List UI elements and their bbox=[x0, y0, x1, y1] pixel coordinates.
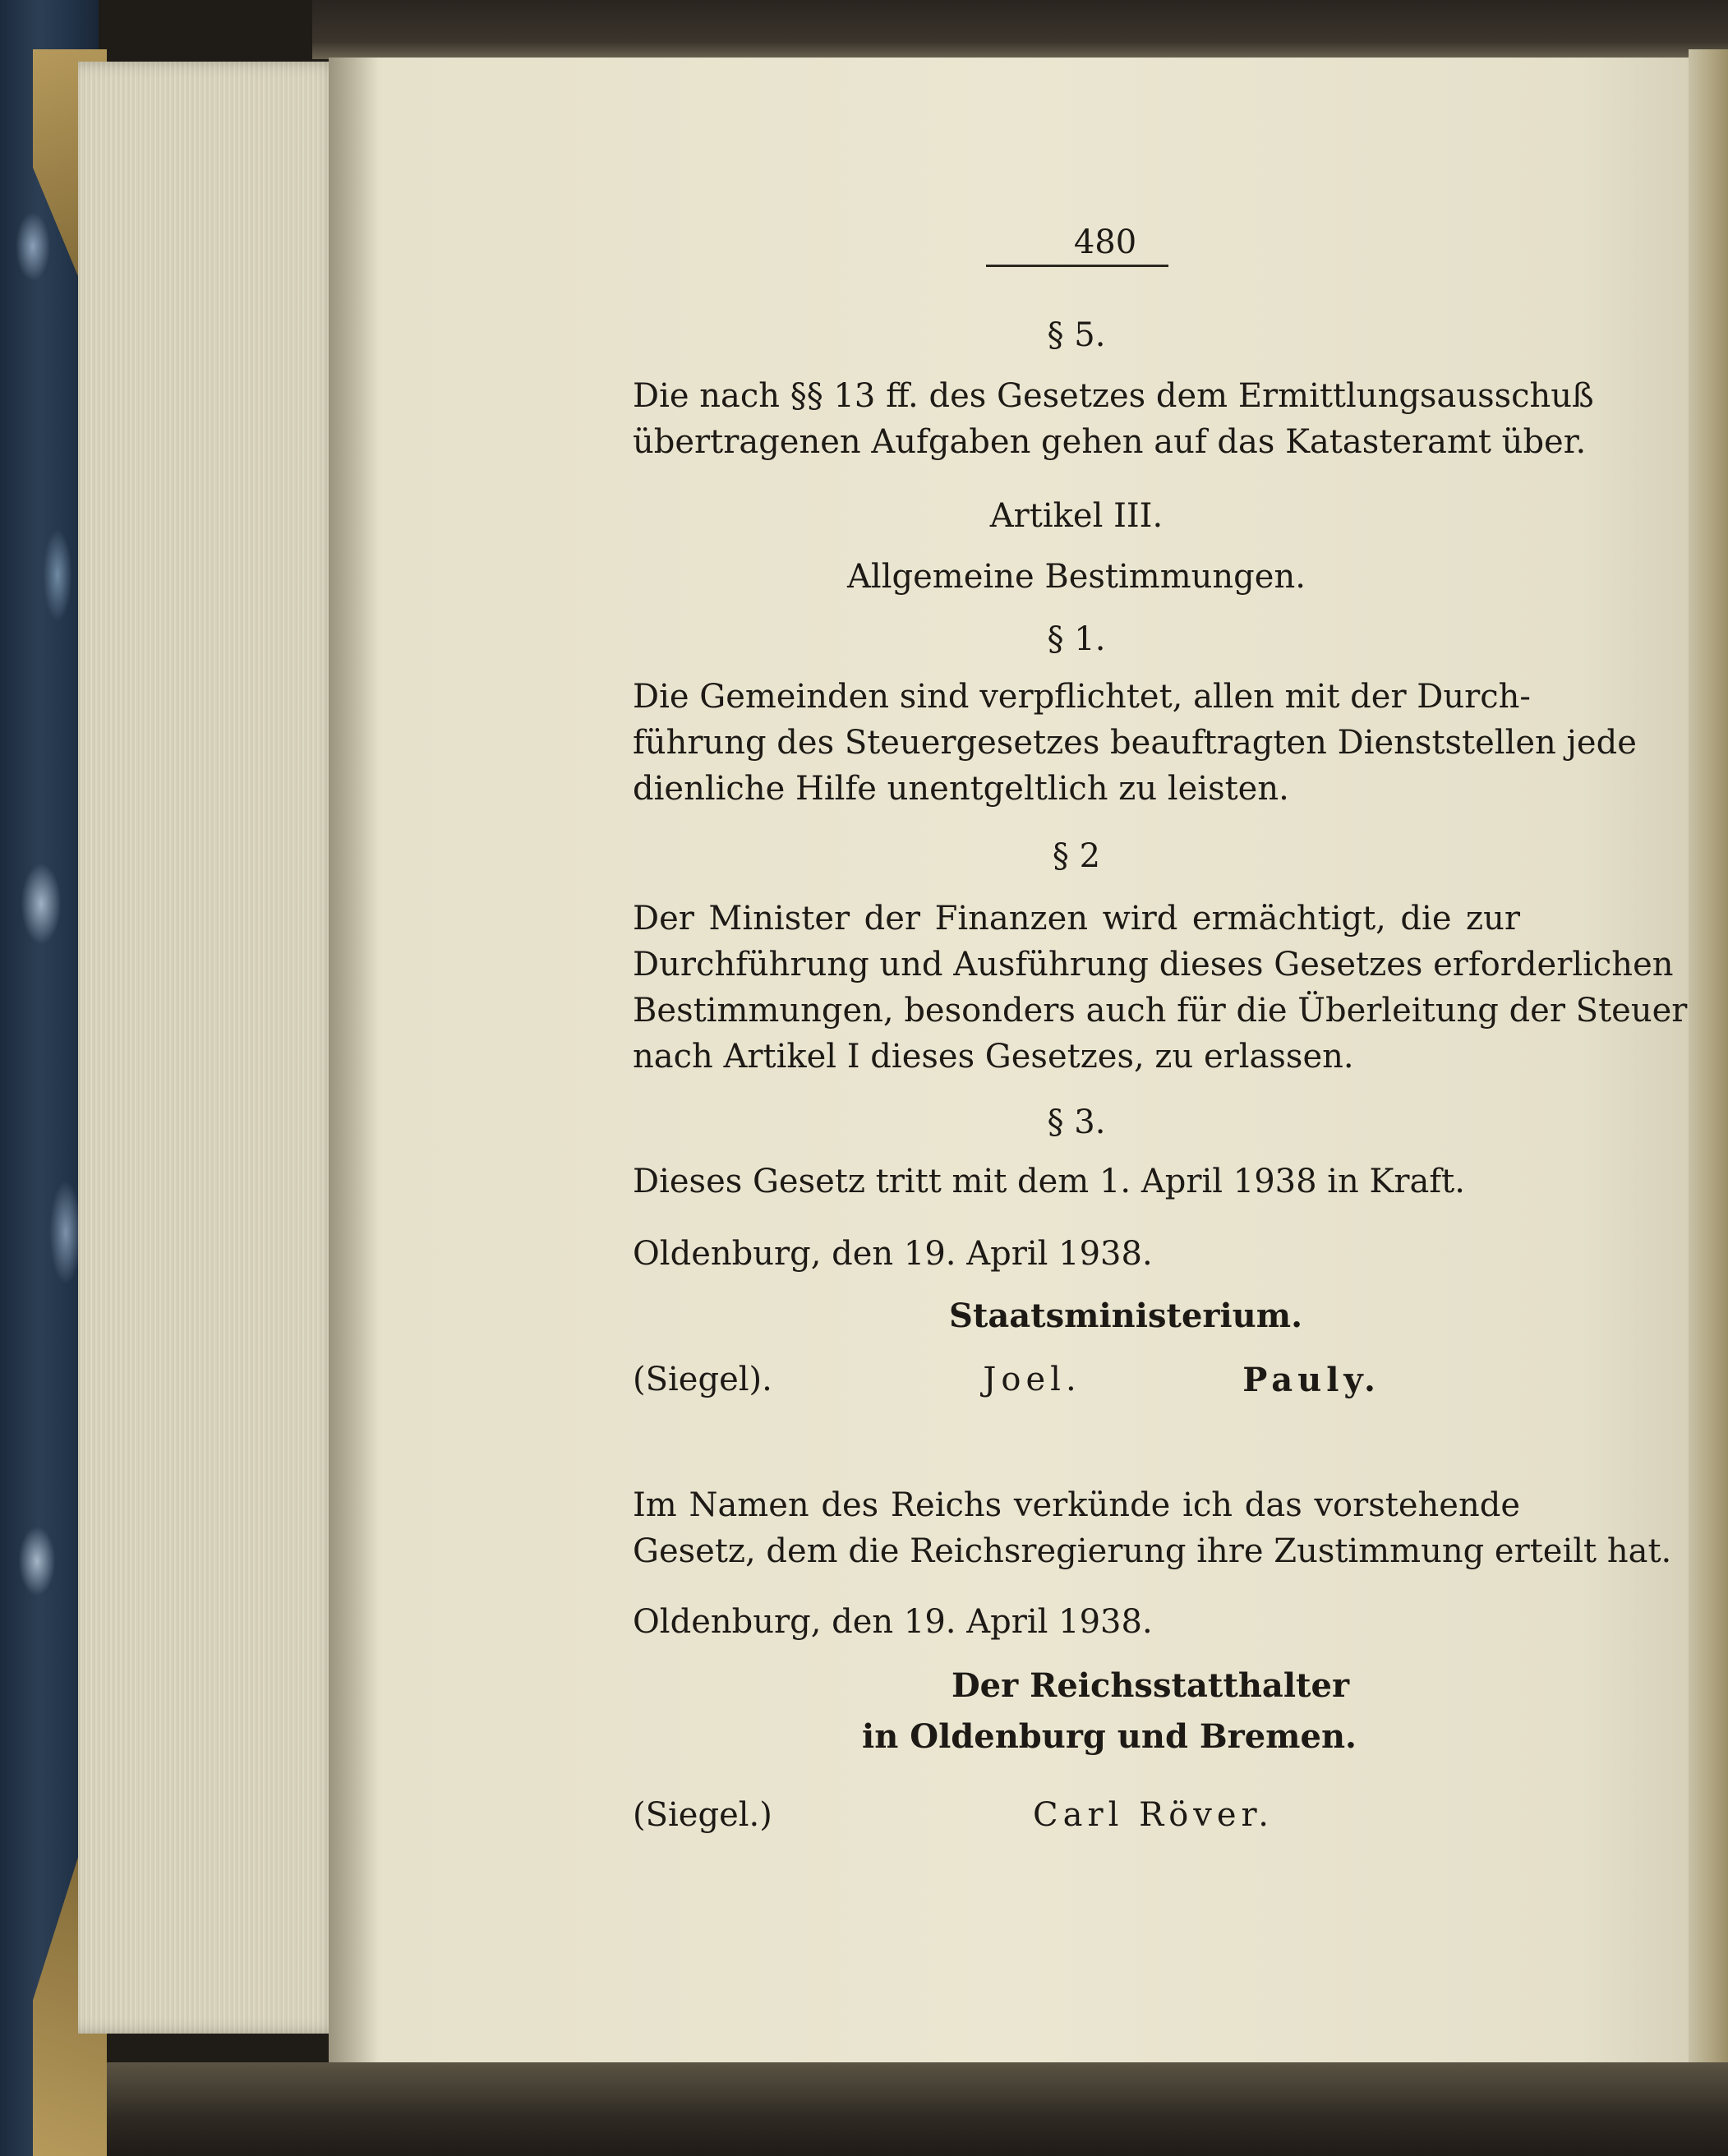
authority-2-line-2: in Oldenburg und Bremen. bbox=[862, 1717, 1357, 1756]
signature-row-1 bbox=[633, 1361, 1520, 1399]
section-1-line-3: dienliche Hilfe unentgeltlich zu leisten. bbox=[633, 770, 1289, 808]
book-top-edge bbox=[312, 0, 1728, 59]
section-5-line-1: Die nach §§ 13 ff. des Gesetzes dem Ermittlungsausschuß bbox=[633, 377, 1594, 415]
book-right-edge bbox=[1689, 49, 1728, 2156]
seal-1: (Siegel). bbox=[633, 1361, 772, 1398]
article-heading: Artikel III. bbox=[989, 497, 1164, 535]
section-2-line-2: Durchführung und Ausführung dieses Gesetzes erforderlichen bbox=[633, 946, 1674, 984]
section-1-line-2: führung des Steuergesetzes beauftragten Dienststellen jede bbox=[633, 724, 1637, 762]
authority-1: Staatsministerium. bbox=[948, 1297, 1303, 1335]
section-1-heading: § 1. bbox=[1047, 620, 1106, 658]
signer-pauly: Pauly. bbox=[1242, 1361, 1380, 1399]
section-2-line-3: Bestimmungen, besonders auch für die Überleitung der Steuer bbox=[633, 992, 1688, 1030]
page-stack-edge bbox=[78, 62, 341, 2034]
section-5-line-2: übertragenen Aufgaben gehen auf das Katasteramt über. bbox=[633, 423, 1587, 461]
article-subheading: Allgemeine Bestimmungen. bbox=[847, 558, 1306, 596]
page-number-rule bbox=[986, 265, 1168, 267]
section-3-line-1: Dieses Gesetz tritt mit dem 1. April 1938 in Kraft. bbox=[633, 1163, 1465, 1200]
section-2-line-4: nach Artikel I dieses Gesetzes, zu erlassen. bbox=[633, 1038, 1354, 1076]
signature-row-2 bbox=[633, 1796, 1520, 1834]
section-3-heading: § 3. bbox=[1047, 1103, 1106, 1141]
signer-roever: Carl Röver. bbox=[1033, 1796, 1274, 1834]
signer-joel: Joel. bbox=[983, 1361, 1081, 1398]
authority-2-line-1: Der Reichsstatthalter bbox=[951, 1666, 1350, 1705]
gutter-shadow bbox=[329, 58, 378, 2062]
section-2-heading: § 2 bbox=[1052, 837, 1101, 875]
book-bottom-edge bbox=[107, 2062, 1728, 2156]
place-date-1: Oldenburg, den 19. April 1938. bbox=[633, 1235, 1153, 1273]
place-date-2: Oldenburg, den 19. April 1938. bbox=[633, 1603, 1153, 1641]
proclamation-line-1: Im Namen des Reichs verkünde ich das vorstehende bbox=[633, 1486, 1520, 1524]
page-number: 480 bbox=[1073, 223, 1137, 261]
section-1-line-1: Die Gemeinden sind verpflichtet, allen mit der Durch- bbox=[633, 678, 1531, 716]
seal-2: (Siegel.) bbox=[633, 1796, 772, 1834]
section-5-heading: § 5. bbox=[1047, 316, 1106, 354]
section-2-line-1: Der Minister der Finanzen wird ermächtigt, die zur bbox=[633, 900, 1520, 937]
proclamation-line-2: Gesetz, dem die Reichsregierung ihre Zustimmung erteilt hat. bbox=[633, 1532, 1672, 1570]
